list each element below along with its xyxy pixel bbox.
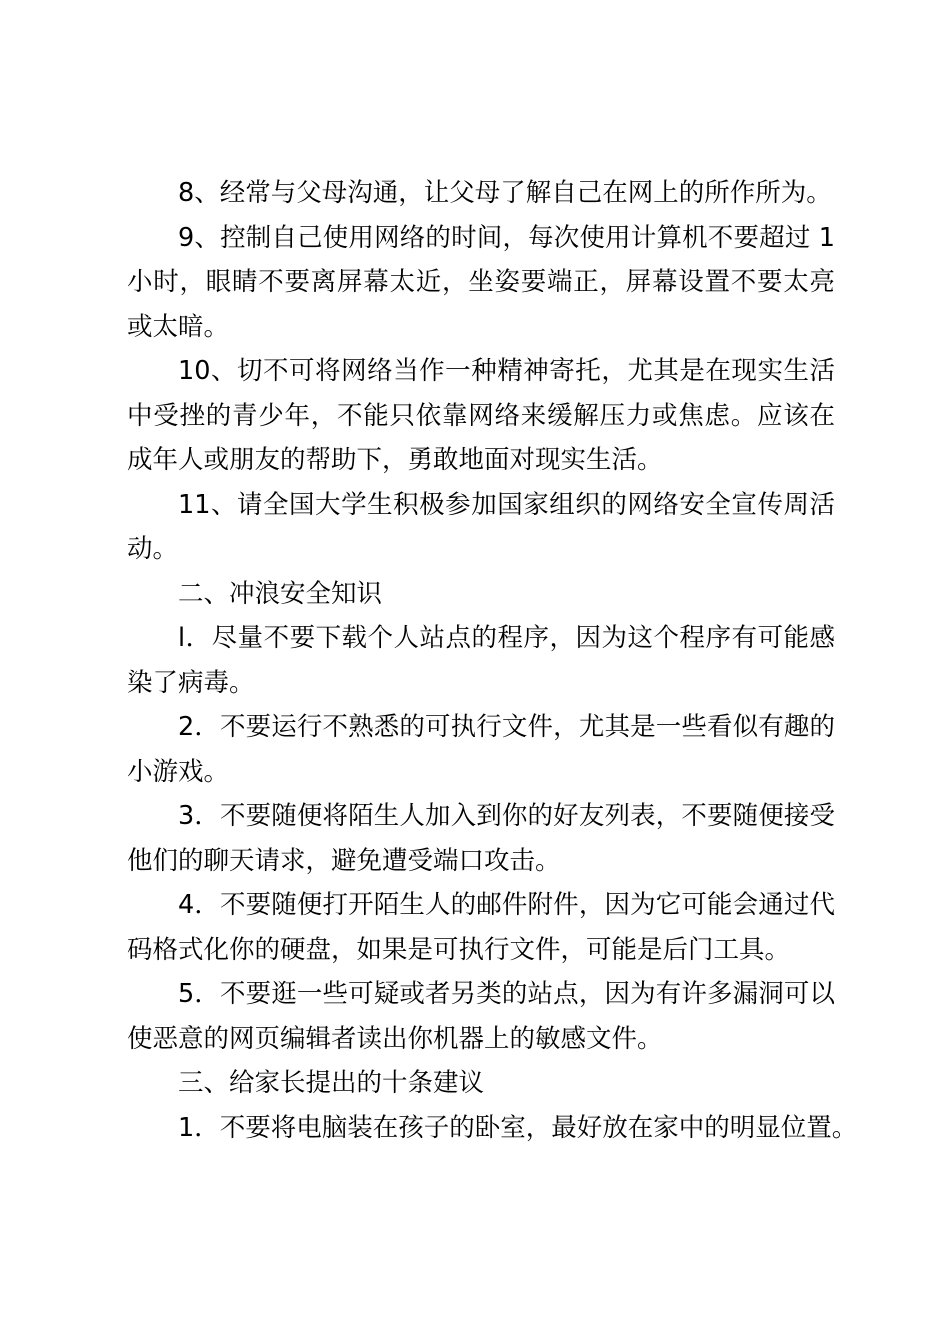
paragraph-surfing-5: 5．不要逛一些可疑或者另类的站点，因为有许多漏洞可以使恶意的网页编辑者读出你机器上的敏感文件。 — [127, 979, 835, 1054]
paragraph-item-9: 9、控制自己使用网络的时间，每次使用计算机不要超过 1 小时，眼睛不要离屏幕太近，坐姿要端正，屏幕设置不要太亮或太暗。 — [127, 222, 835, 342]
paragraph-surfing-1: l．尽量不要下载个人站点的程序，因为这个程序有可能感染了病毒。 — [127, 623, 835, 698]
paragraph-item-8: 8、经常与父母沟通，让父母了解自己在网上的所作所为。 — [178, 178, 832, 208]
paragraph-item-11: 11、请全国大学生积极参加国家组织的网络安全宣传周活动。 — [127, 489, 835, 564]
section-heading-parent-advice: 三、给家长提出的十条建议 — [178, 1068, 485, 1098]
paragraph-item-10: 10、切不可将网络当作一种精神寄托，尤其是在现实生活中受挫的青少年，不能只依靠网络来缓解压力或焦虑。应该在成年人或朋友的帮助下，勇敢地面对现实生活。 — [127, 356, 835, 475]
paragraph-surfing-4: 4．不要随便打开陌生人的邮件附件，因为它可能会通过代码格式化你的硬盘，如果是可执行文件，可能是后门工具。 — [127, 890, 835, 965]
paragraph-parent-1: 1．不要将电脑装在孩子的卧室，最好放在家中的明显位置。 — [178, 1112, 858, 1143]
paragraph-surfing-3: 3．不要随便将陌生人加入到你的好友列表，不要随便接受他们的聊天请求，避免遭受端口攻击。 — [127, 801, 835, 876]
paragraph-surfing-2: 2．不要运行不熟悉的可执行文件，尤其是一些看似有趣的小游戏。 — [127, 712, 835, 787]
section-heading-surfing-safety: 二、冲浪安全知识 — [178, 578, 383, 609]
document-body — [127, 171, 858, 1150]
